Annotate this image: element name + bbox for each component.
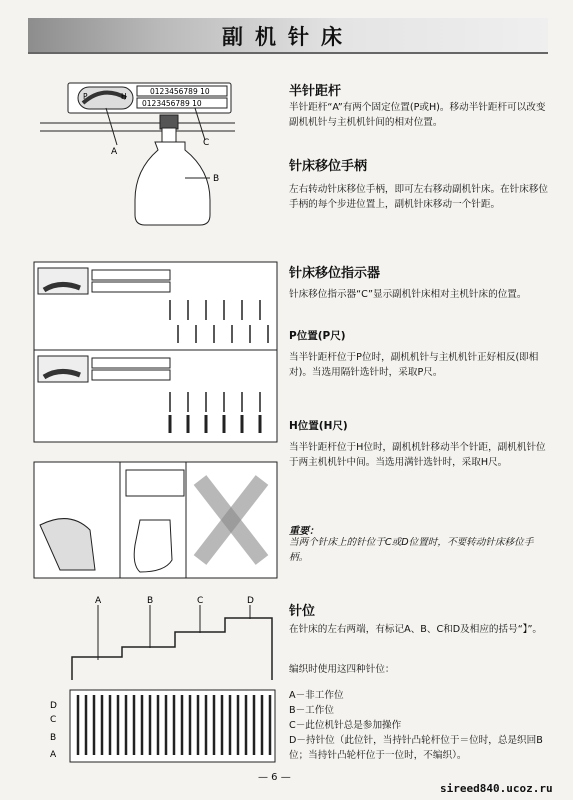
- text-needle-position-1: 在针床的左右两端，有标记A、B、C和D及相应的括号“】”。: [289, 624, 543, 635]
- fig-label-b: B: [147, 596, 154, 606]
- dial-scale-h: 0123456789 10: [142, 99, 202, 108]
- text-racking-indicator: 针床移位指示器“C”显示副机针床相对主机针床的位置。: [289, 289, 527, 300]
- heading-h-position: H位置(H尺): [289, 420, 348, 432]
- text-p-position: 当半针距杆位于P位时，副机机针与主机机针正好相反(即相对)。当选用隔针选针时，采取P尺。: [289, 352, 539, 378]
- text-half-pitch: 半针距杆“A”有两个固定位置(P或H)。移动半针距杆可以改变副机机针与主机机针间的相对位置。: [289, 102, 546, 128]
- figure-warning: [34, 462, 277, 578]
- list-item: A－非工作位: [289, 690, 344, 701]
- bed-label-b: B: [50, 733, 57, 743]
- dial-scale-p: 0123456789 10: [150, 87, 210, 96]
- list-item: C－此位机针总是参加操作: [289, 720, 402, 731]
- heading-half-pitch: 半针距杆: [289, 84, 342, 99]
- figure-p-h-positions: [34, 262, 277, 442]
- heading-needle-position: 针位: [289, 604, 316, 619]
- note-text: 当两个针床上的针位于C或D位置时，不要转动针床移位手柄。: [289, 537, 534, 563]
- list-item: B－工作位: [289, 705, 334, 716]
- note-title: 重要：: [289, 526, 319, 537]
- list-item: D－持针位（此位针，当持针凸轮杆位于＝位时，总是织回B位；当持针凸轮杆位于一位时，不编织）。: [289, 735, 543, 761]
- heading-p-position: P位置(P尺): [289, 330, 346, 342]
- watermark: sireed840.ucoz.ru: [440, 782, 553, 795]
- text-needle-position-2: 编织时使用这四种针位：: [289, 664, 395, 675]
- h-mark: H: [121, 92, 127, 101]
- text-h-position: 当半针距杆位于H位时，副机机针移动半个针距，副机机针位于两主机机针中间。当选用满针选针时，采取H尺。: [289, 442, 546, 468]
- fig-label-d: D: [247, 596, 254, 606]
- page-title: 副机针床: [222, 25, 354, 49]
- figure-half-pitch: [40, 83, 235, 225]
- text-racking-handle: 左右转动针床移位手柄，即可左右移动副机针床。在针床移位手柄的每个步进位置上，副机针床移动一个针距。: [289, 184, 549, 210]
- fig-label-c: C: [197, 596, 204, 606]
- label-b: B: [213, 174, 220, 184]
- page-number: — 6 —: [258, 772, 291, 783]
- label-c: C: [203, 138, 210, 148]
- fig-label-a: A: [95, 596, 102, 606]
- p-mark: P: [83, 92, 88, 101]
- heading-racking-indicator: 针床移位指示器: [289, 266, 381, 281]
- bed-label-a: A: [50, 750, 57, 760]
- bed-label-d: D: [50, 701, 57, 711]
- figure-needle-positions: [70, 605, 275, 762]
- heading-racking-handle: 针床移位手柄: [289, 159, 368, 174]
- label-a: A: [111, 147, 118, 157]
- needle-position-list: [289, 688, 551, 763]
- bed-label-c: C: [50, 715, 57, 725]
